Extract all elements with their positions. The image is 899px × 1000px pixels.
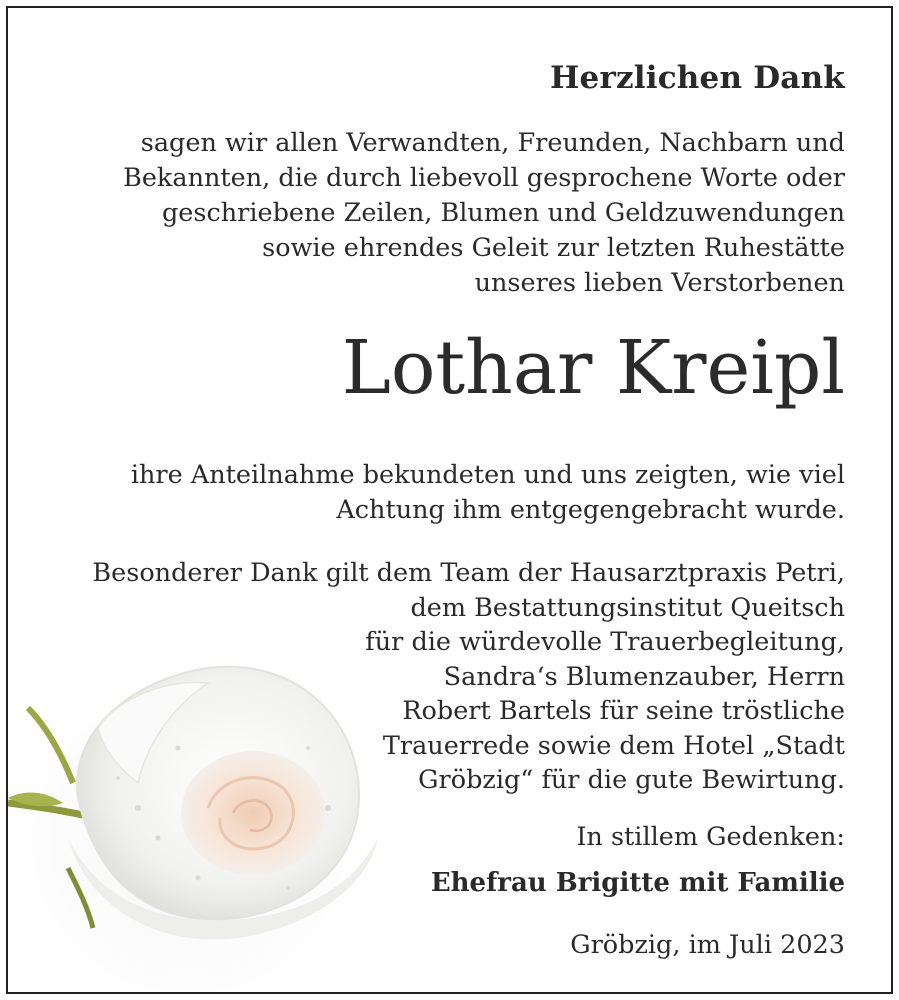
text-line: geschriebene Zeilen, Blumen und Geldzuwendungen: [161, 198, 845, 228]
closing-line: In stillem Gedenken:: [576, 822, 845, 852]
special-thanks-paragraph: [92, 556, 845, 798]
text-line: Achtung ihm entgegengebracht wurde.: [336, 495, 845, 525]
deceased-name: Lothar Kreipl: [341, 325, 845, 411]
signature: Ehefrau Brigitte mit Familie: [430, 868, 845, 898]
text-line: ihre Anteilnahme bekundeten und uns zeigten, wie viel: [130, 460, 845, 490]
obituary-card: [6, 6, 893, 994]
heading-herzlichen-dank: Herzlichen Dank: [550, 60, 845, 96]
text-line: unseres lieben Verstorbenen: [474, 268, 845, 298]
text-line: Sandra‘s Blumenzauber, Herrn: [443, 661, 845, 692]
text-line: Bekannten, die durch liebevoll gesprochene Worte oder: [123, 163, 845, 193]
text-line: sagen wir allen Verwandten, Freunden, Nachbarn und: [140, 128, 845, 158]
text-line: dem Bestattungsinstitut Queitsch: [410, 592, 845, 623]
thanks-paragraph: [123, 126, 845, 301]
place-date: Gröbzig, im Juli 2023: [570, 930, 845, 960]
text-line: Gröbzig“ für die gute Bewirtung.: [418, 765, 845, 795]
text-line: Trauerrede sowie dem Hotel „Stadt: [382, 730, 845, 761]
sympathy-paragraph: [131, 458, 845, 528]
text-line: Robert Bartels für seine tröstliche: [402, 696, 845, 726]
text-line: sowie ehrendes Geleit zur letzten Ruhestätte: [262, 233, 845, 263]
text-line: für die würdevolle Trauerbegleitung,: [365, 627, 845, 657]
text-line: Besonderer Dank gilt dem Team der Hausarztpraxis Petri,: [92, 558, 845, 588]
